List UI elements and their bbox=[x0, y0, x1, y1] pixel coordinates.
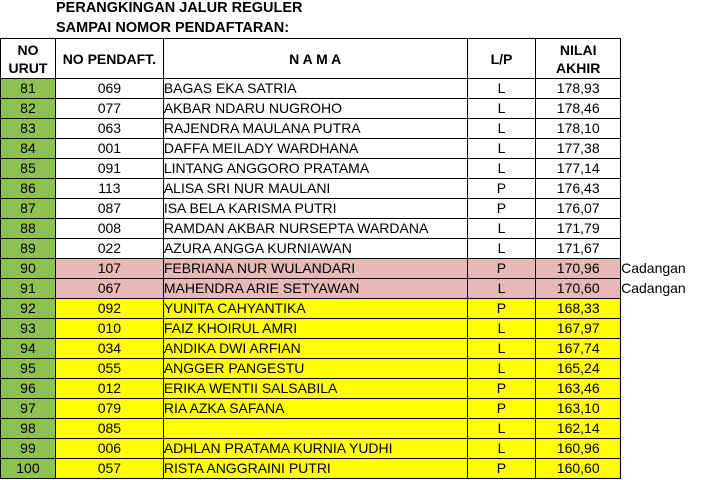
table-row bbox=[1, 99, 709, 119]
cell-nilai-akhir: 168,33 bbox=[536, 299, 621, 319]
cell-no-pendaft: 006 bbox=[55, 439, 163, 459]
cell-nama: ALISA SRI NUR MAULANI bbox=[163, 179, 467, 199]
cell-no-urut: 86 bbox=[1, 179, 56, 199]
table-row bbox=[1, 279, 709, 299]
table-row bbox=[1, 319, 709, 339]
table-row bbox=[1, 239, 709, 259]
cell-note bbox=[621, 139, 709, 159]
cell-no-urut: 92 bbox=[1, 299, 56, 319]
cell-no-pendaft: 010 bbox=[55, 319, 163, 339]
cell-nama: ISA BELA KARISMA PUTRI bbox=[163, 199, 467, 219]
cell-nilai-akhir: 171,67 bbox=[536, 239, 621, 259]
cell-no-pendaft: 091 bbox=[55, 159, 163, 179]
cell-nilai-akhir: 167,97 bbox=[536, 319, 621, 339]
cell-no-pendaft: 069 bbox=[55, 79, 163, 99]
table-row bbox=[1, 199, 709, 219]
cell-nama: ADHLAN PRATAMA KURNIA YUDHI bbox=[163, 439, 467, 459]
cell-note: Cadangan bbox=[621, 280, 686, 296]
table-row bbox=[1, 419, 709, 439]
table-row bbox=[1, 299, 709, 319]
cell-no-pendaft: 087 bbox=[55, 199, 163, 219]
cell-note bbox=[621, 239, 709, 259]
cell-nama: FEBRIANA NUR WULANDARI bbox=[163, 259, 467, 279]
cell-no-urut: 96 bbox=[1, 379, 56, 399]
cell-lp: L bbox=[467, 99, 536, 119]
cell-no-urut: 85 bbox=[1, 159, 56, 179]
cell-nilai-akhir: 178,10 bbox=[536, 119, 621, 139]
cell-note bbox=[621, 319, 709, 339]
cell-nilai-akhir: 167,74 bbox=[536, 339, 621, 359]
cell-note bbox=[621, 199, 709, 219]
cell-no-pendaft: 107 bbox=[55, 259, 163, 279]
cell-lp: P bbox=[467, 299, 536, 319]
table-row bbox=[1, 79, 709, 99]
header-no-urut: NO URUT bbox=[1, 39, 56, 79]
cell-nama: AKBAR NDARU NUGROHO bbox=[163, 99, 467, 119]
sheet-title: PERANGKINGAN JALUR REGULER bbox=[56, 0, 303, 16]
cell-lp: L bbox=[467, 439, 536, 459]
cell-lp: L bbox=[467, 219, 536, 239]
cell-nilai-akhir: 177,14 bbox=[536, 159, 621, 179]
cell-nama: RAJENDRA MAULANA PUTRA bbox=[163, 119, 467, 139]
table-row bbox=[1, 219, 709, 239]
cell-nama: FAIZ KHOIRUL AMRI bbox=[163, 319, 467, 339]
cell-no-urut: 91 bbox=[1, 279, 56, 299]
cell-no-pendaft: 034 bbox=[55, 339, 163, 359]
cell-lp: L bbox=[467, 119, 536, 139]
table-row bbox=[1, 259, 709, 279]
cell-lp: L bbox=[467, 279, 536, 299]
cell-nilai-akhir: 170,60 bbox=[536, 279, 621, 299]
cell-no-pendaft: 022 bbox=[55, 239, 163, 259]
cell-no-urut: 94 bbox=[1, 339, 56, 359]
cell-nilai-akhir: 160,96 bbox=[536, 439, 621, 459]
cell-note bbox=[621, 419, 709, 439]
cell-lp: L bbox=[467, 159, 536, 179]
cell-no-pendaft: 079 bbox=[55, 399, 163, 419]
cell-nama: LINTANG ANGGORO PRATAMA bbox=[163, 159, 467, 179]
table-row bbox=[1, 399, 709, 419]
header-nilai-akhir: NILAI AKHIR bbox=[536, 39, 621, 79]
cell-no-urut: 84 bbox=[1, 139, 56, 159]
cell-lp: L bbox=[467, 139, 536, 159]
cell-lp: P bbox=[467, 199, 536, 219]
cell-lp: L bbox=[467, 319, 536, 339]
cell-nilai-akhir: 176,07 bbox=[536, 199, 621, 219]
cell-nama: ERIKA WENTII SALSABILA bbox=[163, 379, 467, 399]
header-nama: N A M A bbox=[163, 39, 467, 79]
cell-no-urut: 88 bbox=[1, 219, 56, 239]
header-note-spacer bbox=[621, 39, 709, 79]
cell-no-urut: 90 bbox=[1, 259, 56, 279]
cell-no-pendaft: 063 bbox=[55, 119, 163, 139]
cell-no-urut: 82 bbox=[1, 99, 56, 119]
cell-note bbox=[621, 219, 709, 239]
cell-note: Cadangan bbox=[621, 260, 686, 276]
cell-no-pendaft: 012 bbox=[55, 379, 163, 399]
cell-nama: RIA AZKA SAFANA bbox=[163, 399, 467, 419]
header-lp: L/P bbox=[467, 39, 536, 79]
table-row bbox=[1, 179, 709, 199]
cell-nama: YUNITA CAHYANTIKA bbox=[163, 299, 467, 319]
cell-lp: P bbox=[467, 459, 536, 479]
cell-nama: MAHENDRA ARIE SETYAWAN bbox=[163, 279, 467, 299]
cell-note bbox=[621, 79, 709, 99]
cell-no-urut: 97 bbox=[1, 399, 56, 419]
cell-no-urut: 98 bbox=[1, 419, 56, 439]
cell-note bbox=[621, 299, 709, 319]
cell-no-urut: 87 bbox=[1, 199, 56, 219]
cell-no-pendaft: 077 bbox=[55, 99, 163, 119]
cell-nilai-akhir: 170,96 bbox=[536, 259, 621, 279]
cell-note bbox=[621, 359, 709, 379]
cell-nilai-akhir: 163,46 bbox=[536, 379, 621, 399]
cell-nama: RAMDAN AKBAR NURSEPTA WARDANA bbox=[163, 219, 467, 239]
cell-no-pendaft: 092 bbox=[55, 299, 163, 319]
cell-lp: L bbox=[467, 239, 536, 259]
cell-no-pendaft: 067 bbox=[55, 279, 163, 299]
cell-nama: RISTA ANGGRAINI PUTRI bbox=[163, 459, 467, 479]
cell-no-urut: 100 bbox=[1, 459, 56, 479]
cell-nama: BAGAS EKA SATRIA bbox=[163, 79, 467, 99]
cell-nilai-akhir: 160,60 bbox=[536, 459, 621, 479]
cell-note bbox=[621, 399, 709, 419]
cell-no-urut: 93 bbox=[1, 319, 56, 339]
table-row bbox=[1, 379, 709, 399]
cell-lp: L bbox=[467, 339, 536, 359]
cell-nilai-akhir: 163,10 bbox=[536, 399, 621, 419]
cell-no-urut: 99 bbox=[1, 439, 56, 459]
cell-nama: ANGGER PANGESTU bbox=[163, 359, 467, 379]
cell-nilai-akhir: 177,38 bbox=[536, 139, 621, 159]
cell-nilai-akhir: 165,24 bbox=[536, 359, 621, 379]
cell-nilai-akhir: 176,43 bbox=[536, 179, 621, 199]
cell-nama: DAFFA MEILADY WARDHANA bbox=[163, 139, 467, 159]
table-row bbox=[1, 359, 709, 379]
table-row bbox=[1, 459, 709, 479]
cell-note bbox=[621, 459, 709, 479]
cell-no-urut: 95 bbox=[1, 359, 56, 379]
cell-note bbox=[621, 179, 709, 199]
cell-nama bbox=[163, 419, 467, 439]
cell-nilai-akhir: 162,14 bbox=[536, 419, 621, 439]
cell-no-urut: 83 bbox=[1, 119, 56, 139]
cell-nama: AZURA ANGGA KURNIAWAN bbox=[163, 239, 467, 259]
cell-no-pendaft: 057 bbox=[55, 459, 163, 479]
table-row bbox=[1, 339, 709, 359]
cell-nama: ANDIKA DWI ARFIAN bbox=[163, 339, 467, 359]
cell-no-urut: 89 bbox=[1, 239, 56, 259]
cell-lp: P bbox=[467, 399, 536, 419]
cell-no-urut: 81 bbox=[1, 79, 56, 99]
cell-note bbox=[621, 439, 709, 459]
cell-note bbox=[621, 99, 709, 119]
header-row bbox=[1, 39, 709, 79]
cell-nilai-akhir: 171,79 bbox=[536, 219, 621, 239]
cell-nilai-akhir: 178,46 bbox=[536, 99, 621, 119]
cell-lp: L bbox=[467, 419, 536, 439]
cell-no-pendaft: 055 bbox=[55, 359, 163, 379]
cell-no-pendaft: 001 bbox=[55, 139, 163, 159]
table-row bbox=[1, 119, 709, 139]
cell-no-pendaft: 113 bbox=[55, 179, 163, 199]
table-row bbox=[1, 439, 709, 459]
cell-lp: P bbox=[467, 379, 536, 399]
cell-no-pendaft: 085 bbox=[55, 419, 163, 439]
cell-note bbox=[621, 339, 709, 359]
cell-note bbox=[621, 159, 709, 179]
cell-nilai-akhir: 178,93 bbox=[536, 79, 621, 99]
header-no-pendaft: NO PENDAFT. bbox=[55, 39, 163, 79]
table-row bbox=[1, 159, 709, 179]
cell-note bbox=[621, 119, 709, 139]
sheet-subtitle: SAMPAI NOMOR PENDAFTARAN: bbox=[56, 20, 290, 36]
cell-note bbox=[621, 379, 709, 399]
ranking-table bbox=[0, 38, 709, 479]
cell-lp: L bbox=[467, 79, 536, 99]
cell-lp: P bbox=[467, 179, 536, 199]
cell-no-pendaft: 008 bbox=[55, 219, 163, 239]
cell-lp: L bbox=[467, 359, 536, 379]
cell-lp: P bbox=[467, 259, 536, 279]
table-row bbox=[1, 139, 709, 159]
